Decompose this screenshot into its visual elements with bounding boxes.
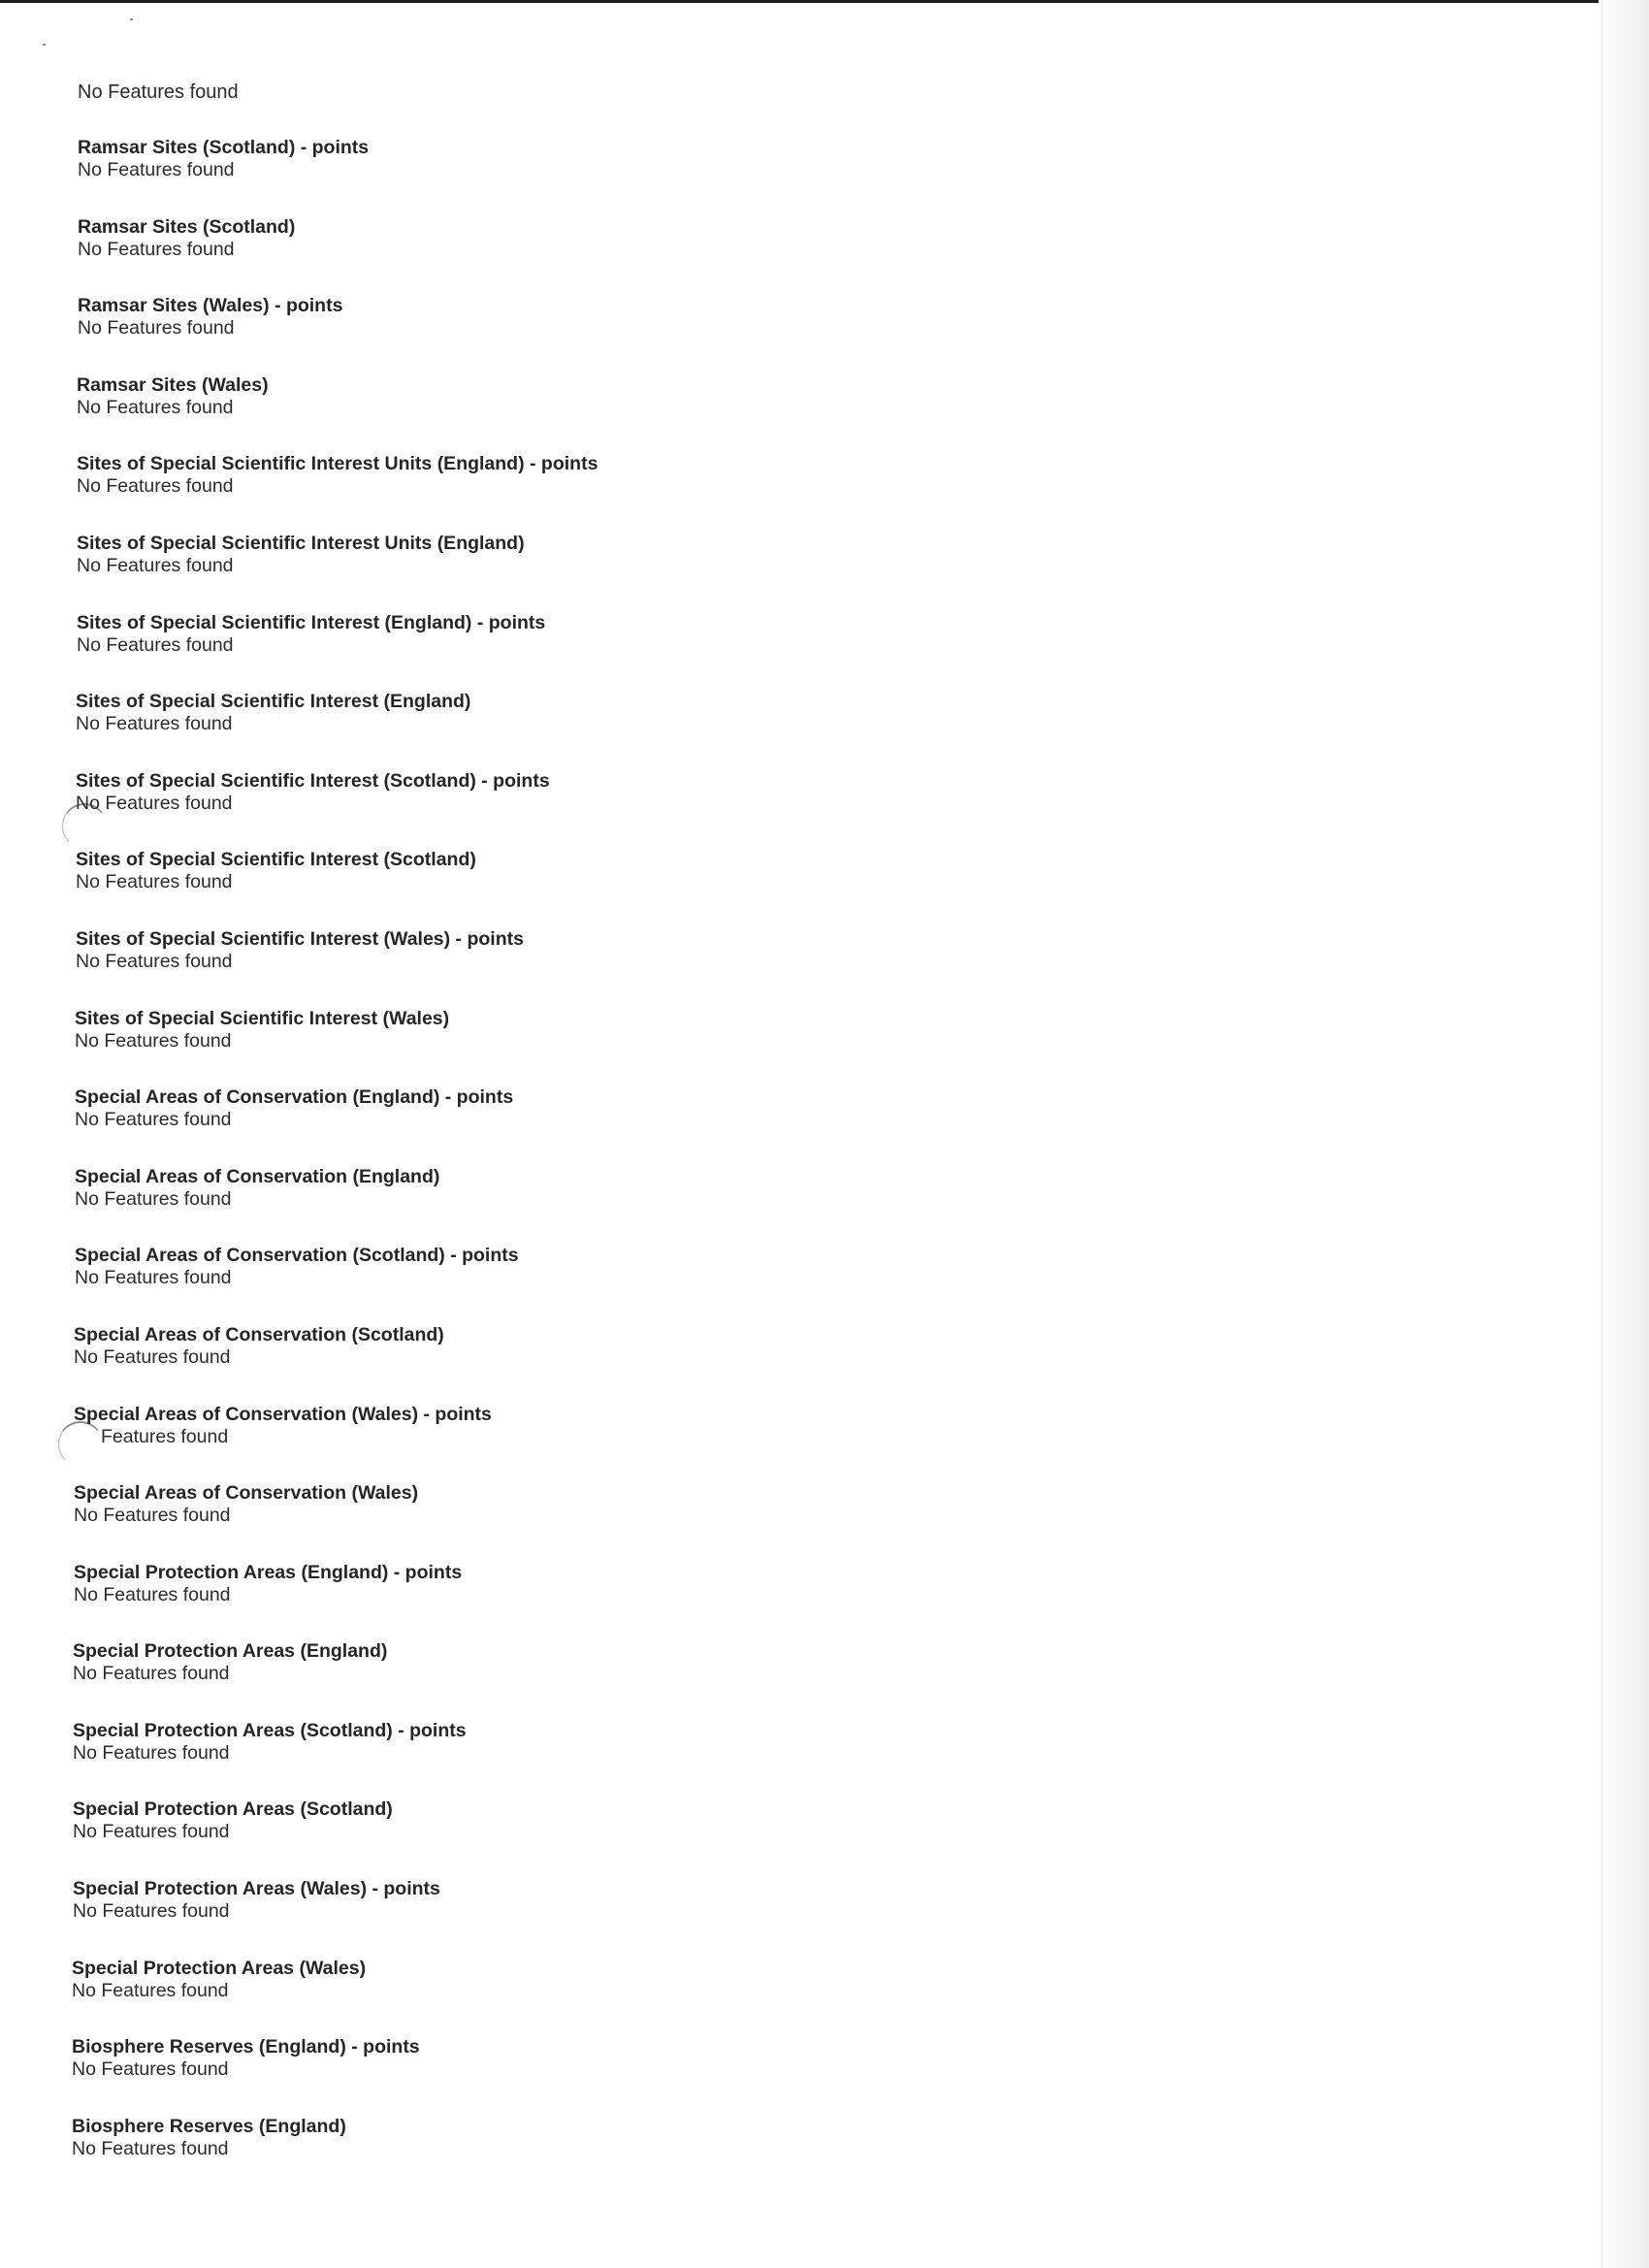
layer-result-entry: [0, 770, 1552, 850]
scan-speck: [43, 44, 46, 46]
layer-status: Features found: [101, 1425, 229, 1447]
layer-result-entry: [0, 1482, 1552, 1562]
layer-title: Special Protection Areas (England): [73, 1640, 388, 1663]
layer-title: Ramsar Sites (Scotland): [78, 215, 296, 238]
layer-status: No Features found: [76, 950, 233, 972]
layer-status: No Features found: [72, 2137, 229, 2159]
layer-title: Special Areas of Conservation (Scotland): [74, 1323, 444, 1345]
layer-result-entry: [0, 1798, 1552, 1878]
layer-status: No Features found: [75, 1109, 232, 1131]
layer-status: No Features found: [73, 1663, 230, 1685]
layer-status: No Features found: [78, 238, 235, 260]
layer-title: Sites of Special Scientific Interest Units (England): [77, 532, 525, 554]
layer-status: No Features found: [75, 1187, 232, 1210]
first-status-text: No Features found: [78, 81, 239, 103]
layer-status: No Features found: [73, 1741, 230, 1764]
scan-margin-shade: [1599, 0, 1649, 2268]
layer-result-entry: [0, 1878, 1552, 1958]
layer-status: No Features found: [72, 2058, 229, 2081]
layer-status: No Features found: [75, 1029, 232, 1052]
scan-edge: [0, 0, 1649, 3]
layer-title: Special Protection Areas (England) - points: [74, 1561, 463, 1583]
layer-status: No Features found: [74, 1583, 231, 1605]
layer-title: Biosphere Reserves (England): [72, 2115, 346, 2137]
layer-title: Ramsar Sites (Wales) - points: [78, 295, 343, 317]
scan-speck: [130, 18, 133, 20]
layer-title: Ramsar Sites (Scotland) - points: [78, 137, 370, 158]
layer-title: Sites of Special Scientific Interest (Wales) - points: [76, 927, 524, 950]
layer-status: No Features found: [74, 1505, 231, 1527]
layer-title: Biosphere Reserves (England) - points: [72, 2036, 420, 2058]
layer-result-entry: [0, 1245, 1552, 1324]
layer-result-entry: [0, 533, 1552, 612]
layer-result-entry: [0, 1008, 1552, 1087]
layer-status: No Features found: [77, 633, 234, 656]
layer-result-entry: [0, 2036, 1552, 2116]
layer-result-entry: [0, 1086, 1552, 1166]
layer-title: Ramsar Sites (Wales): [77, 373, 269, 396]
layer-status: No Features found: [75, 1267, 232, 1289]
layer-result-entry: [0, 849, 1552, 928]
layer-title: Special Areas of Conservation (England) - points: [75, 1086, 514, 1109]
layer-title: Sites of Special Scientific Interest (Scotland): [76, 849, 476, 871]
layer-result-entry: [0, 1958, 1552, 2037]
layer-result-entry: [0, 137, 1552, 216]
layer-status: No Features found: [74, 1345, 231, 1368]
layer-title: Sites of Special Scientific Interest Units (England) - points: [77, 453, 598, 475]
layer-title: Sites of Special Scientific Interest (England): [76, 691, 471, 713]
layer-status: No Features found: [78, 159, 235, 180]
scan-margin-line: [1601, 0, 1602, 2268]
layer-status: No Features found: [76, 713, 233, 735]
layer-title: Special Areas of Conservation (England): [75, 1165, 440, 1187]
layer-title: Special Protection Areas (Wales) - points: [73, 1878, 440, 1900]
layer-status: No Features found: [77, 475, 234, 498]
layer-result-entry: [0, 928, 1552, 1008]
layer-title: Special Protection Areas (Wales): [72, 1957, 367, 1979]
layer-result-entry: [0, 1720, 1552, 1799]
layer-status: No Features found: [73, 1900, 230, 1923]
layer-result-entry: [0, 1166, 1552, 1246]
layer-result-entry: [0, 691, 1552, 770]
layer-status: No Features found: [77, 554, 234, 576]
layer-title: Sites of Special Scientific Interest (Scotland) - points: [76, 769, 550, 792]
layer-status: No Features found: [77, 396, 234, 418]
layer-status: No Features found: [72, 1979, 229, 2001]
layer-title: Special Protection Areas (Scotland) - points: [73, 1719, 467, 1741]
layer-result-entry: [0, 1324, 1552, 1404]
layer-status: No Features found: [78, 317, 235, 340]
layer-title: Sites of Special Scientific Interest (Wales): [75, 1007, 450, 1029]
layer-title: Special Protection Areas (Scotland): [73, 1798, 393, 1821]
layer-result-entry: [0, 1404, 1552, 1483]
layer-title: Sites of Special Scientific Interest (England) - points: [77, 611, 546, 633]
layer-result-entry: [0, 453, 1552, 533]
layer-status: No Features found: [76, 792, 233, 814]
layer-result-entry: [0, 374, 1552, 454]
layer-title: Special Areas of Conservation (Scotland) - points: [75, 1245, 519, 1267]
layer-title: Special Areas of Conservation (Wales) - points: [74, 1403, 492, 1425]
layer-result-entry: [0, 1640, 1552, 1720]
layer-result-entry: [0, 216, 1552, 296]
layer-status: No Features found: [76, 871, 233, 893]
layer-title: Special Areas of Conservation (Wales): [74, 1482, 419, 1505]
layer-result-entry: [0, 612, 1552, 692]
layer-status: No Features found: [73, 1821, 230, 1843]
layer-result-entry: [0, 295, 1552, 374]
layer-results-list: [0, 137, 1552, 2194]
layer-result-entry: [0, 2116, 1552, 2195]
layer-result-entry: [0, 1562, 1552, 1641]
